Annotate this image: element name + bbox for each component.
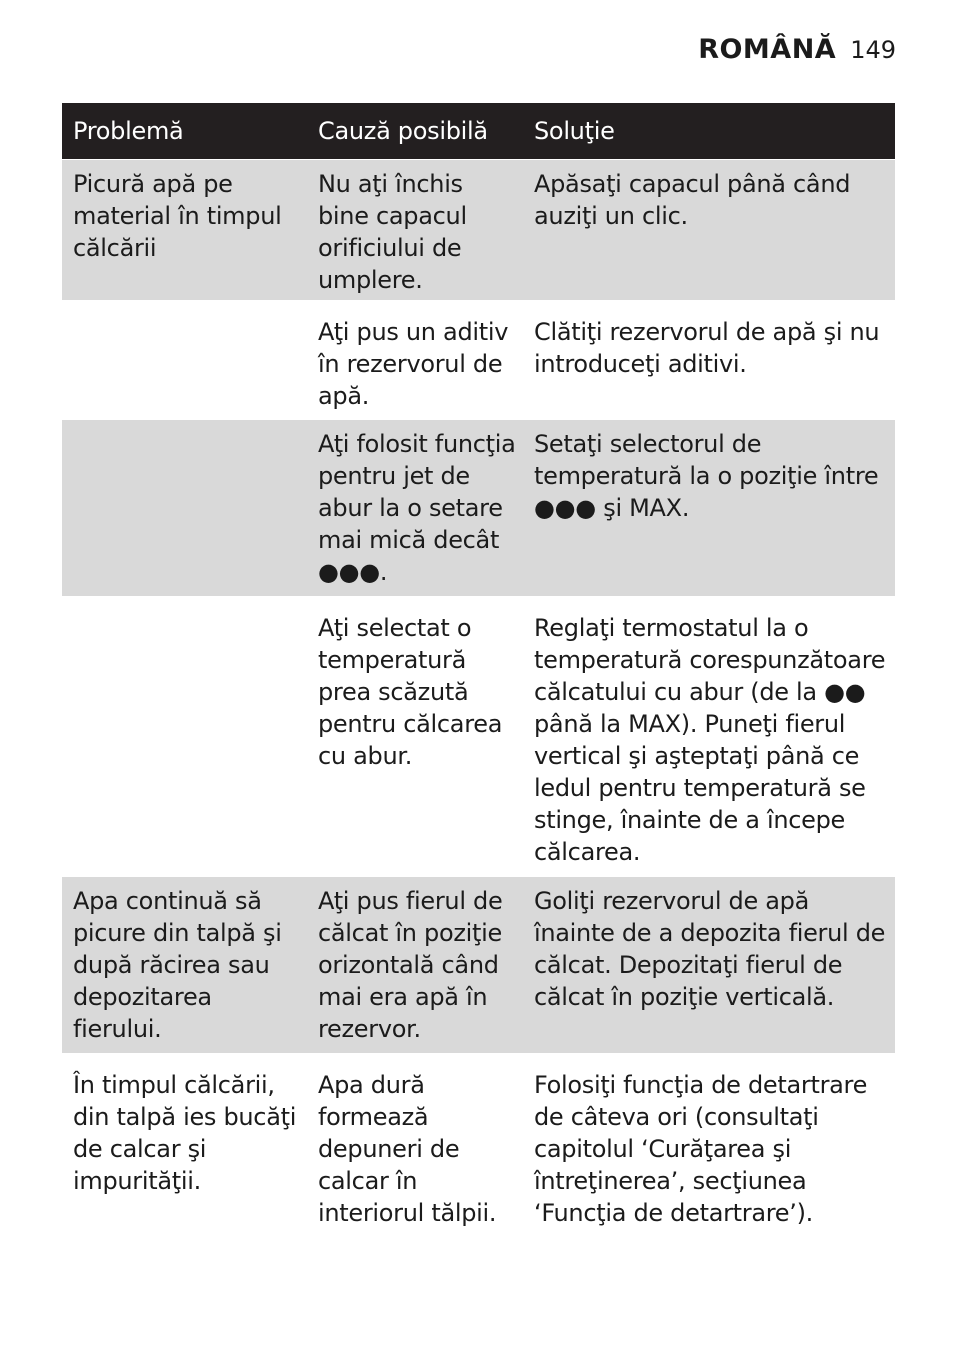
- table-row: [62, 308, 895, 412]
- solution-cell: Reglaţi termostatul la o temperatură corespunzătoare călcatului cu abur (de la ●● până la MAX). Puneţi fierul vertical şi aşteptaţi până ce ledul pentru temperatură se stinge, înainte de a începe călcarea.: [534, 614, 886, 866]
- problem-cell: [62, 420, 307, 596]
- column-header-solution: Soluţie: [534, 117, 615, 145]
- cause-cell: Nu aţi închis bine capacul orificiului de umplere.: [318, 170, 467, 294]
- cause-cell: Apa dură formează depuneri de calcar în interiorul tălpii.: [318, 1071, 497, 1227]
- solution-cell: Goliţi rezervorul de apă înainte de a depozita fierul de călcat. Depozitaţi fierul de călcat în poziţie verticală.: [534, 887, 886, 1011]
- column-header-cause: Cauză posibilă: [318, 117, 488, 145]
- cause-cell: Aţi pus un aditiv în rezervorul de apă.: [318, 318, 509, 410]
- solution-cell: Apăsaţi capacul până când auziţi un clic.: [534, 170, 851, 230]
- cause-cell: Aţi folosit funcţia pentru jet de abur la o setare mai mică decât ●●●.: [318, 430, 516, 586]
- solution-cell: Setaţi selectorul de temperatură la o poziţie între ●●● şi MAX.: [534, 430, 879, 522]
- problem-cell: Picură apă pe material în timpul călcării: [73, 170, 282, 262]
- language-title: ROMÂNĂ: [698, 34, 837, 65]
- table-row: [62, 160, 895, 300]
- problem-cell: În timpul călcării, din talpă ies bucăţi de calcar şi impurităţii.: [73, 1071, 297, 1195]
- table-header-row: [62, 103, 895, 159]
- problem-cell: [62, 308, 307, 412]
- table-row: [62, 420, 895, 596]
- problem-cell: Apa continuă să picure din talpă şi după răcirea sau depozitarea fierului.: [73, 887, 282, 1043]
- cause-cell: Aţi selectat o temperatură prea scăzută pentru călcarea cu abur.: [318, 614, 503, 770]
- cause-cell: Aţi pus fierul de călcat în poziţie orizontală când mai era apă în rezervor.: [318, 887, 503, 1043]
- table-row: [62, 877, 895, 1053]
- page-number: 149: [850, 36, 896, 64]
- problem-cell: [62, 604, 307, 869]
- solution-cell: Folosiţi funcţia de detartrare de câteva ori (consultaţi capitolul ‘Curăţarea şi întreţinerea’, secţiunea ‘Funcţia de detartrare’).: [534, 1071, 868, 1227]
- solution-cell: Clătiţi rezervorul de apă şi nu introduceţi aditivi.: [534, 318, 880, 378]
- table-row: [62, 1061, 895, 1237]
- page-header: [698, 34, 896, 65]
- troubleshooting-table: [62, 103, 895, 1245]
- column-header-problem: Problemă: [73, 117, 184, 145]
- table-row: [62, 604, 895, 869]
